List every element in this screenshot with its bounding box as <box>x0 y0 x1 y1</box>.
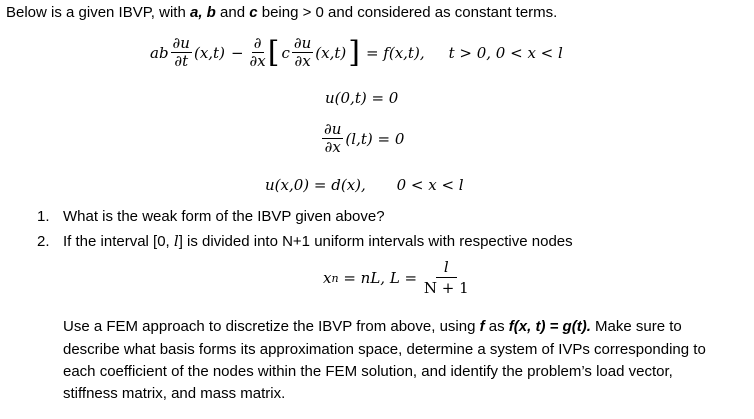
nodes-fraction <box>424 260 469 296</box>
fem-text-1: Use a FEM approach to discretize the IBVP from above, using <box>63 318 480 335</box>
nodes-x: x <box>323 269 332 287</box>
question-1-text: What is the weak form of the IBVP given above? <box>63 208 385 225</box>
pde-dudx-num: ∂u <box>293 34 312 52</box>
fem-paragraph-line-2: describe what basis forms its approximation space, determine a system of IVPs corresponding to <box>63 341 706 358</box>
fem-paragraph-line-3: each coefficient of the nodes within the FEM solution, and identify the problem’s load vector, <box>63 363 673 380</box>
pde-dudt-fraction <box>171 36 192 69</box>
pde-minus: − <box>230 43 244 62</box>
pde-coeff-c: c <box>281 43 290 62</box>
question-1-number: 1. <box>37 208 50 225</box>
pde-right-bracket: ] <box>348 34 360 70</box>
fem-fg: f(x, t) = g(t). <box>508 318 591 335</box>
pde-coeff-ab: ab <box>150 43 169 62</box>
nodes-subscript: n <box>331 271 339 285</box>
nodes-equation <box>323 260 469 296</box>
pde-ddx-fraction <box>250 36 266 69</box>
pde-ddx-den: ∂x <box>249 52 266 70</box>
bc2-den: ∂x <box>324 138 341 156</box>
pde-condition: t > 0, 0 < x < l <box>448 43 563 62</box>
question-2-text-a: If the interval [0, <box>63 233 174 250</box>
pde-args-2: (x,t) <box>315 43 347 62</box>
fem-paragraph-line-1 <box>63 317 682 337</box>
bc2-fraction <box>322 122 343 155</box>
bc2-num: ∂u <box>324 120 342 138</box>
question-2-number: 2. <box>37 233 50 250</box>
pde-left-bracket: [ <box>267 34 280 70</box>
question-2 <box>37 231 573 252</box>
pde-dudx-den: ∂x <box>294 52 311 70</box>
constant-a: a, <box>189 4 207 21</box>
constant-b: b <box>206 4 216 21</box>
pde-equation <box>150 36 563 69</box>
question-2-l: l <box>173 232 179 250</box>
intro-text-end: being > 0 and considered as constant terms. <box>257 4 558 21</box>
fem-paragraph-line-4: stiffness matrix, and mass matrix. <box>63 385 286 402</box>
initial-condition <box>265 176 464 194</box>
ic-condition: 0 < x < l <box>396 176 464 194</box>
nodes-den: N + 1 <box>423 279 469 297</box>
intro-line <box>6 3 557 23</box>
pde-ddx-num: ∂ <box>253 34 262 52</box>
ic-equation: u(x,0) = d(x), <box>265 176 366 194</box>
fem-text-2: as <box>484 318 509 335</box>
pde-dudt-num: ∂u <box>172 34 190 52</box>
bc2-rest: (l,t) = 0 <box>345 129 405 148</box>
intro-text-and: and <box>215 4 250 21</box>
boundary-condition-2 <box>322 122 404 155</box>
fem-text-3: Make sure to <box>590 318 682 335</box>
pde-args-1: (x,t) <box>193 43 225 62</box>
question-1 <box>37 207 385 227</box>
nodes-num: l <box>436 260 457 278</box>
nodes-mid: = nL, L = <box>338 269 422 287</box>
fem-f: f <box>479 318 485 335</box>
constant-c: c <box>249 4 258 21</box>
pde-dudx-fraction <box>292 36 313 69</box>
intro-text: Below is a given IBVP, with <box>6 4 190 21</box>
boundary-condition-1: u(0,t) = 0 <box>325 89 399 107</box>
pde-dudt-den: ∂t <box>174 52 189 70</box>
question-2-text-b: ] is divided into N+1 uniform intervals with respective nodes <box>178 233 573 250</box>
pde-rhs: = f(x,t), <box>365 43 425 62</box>
